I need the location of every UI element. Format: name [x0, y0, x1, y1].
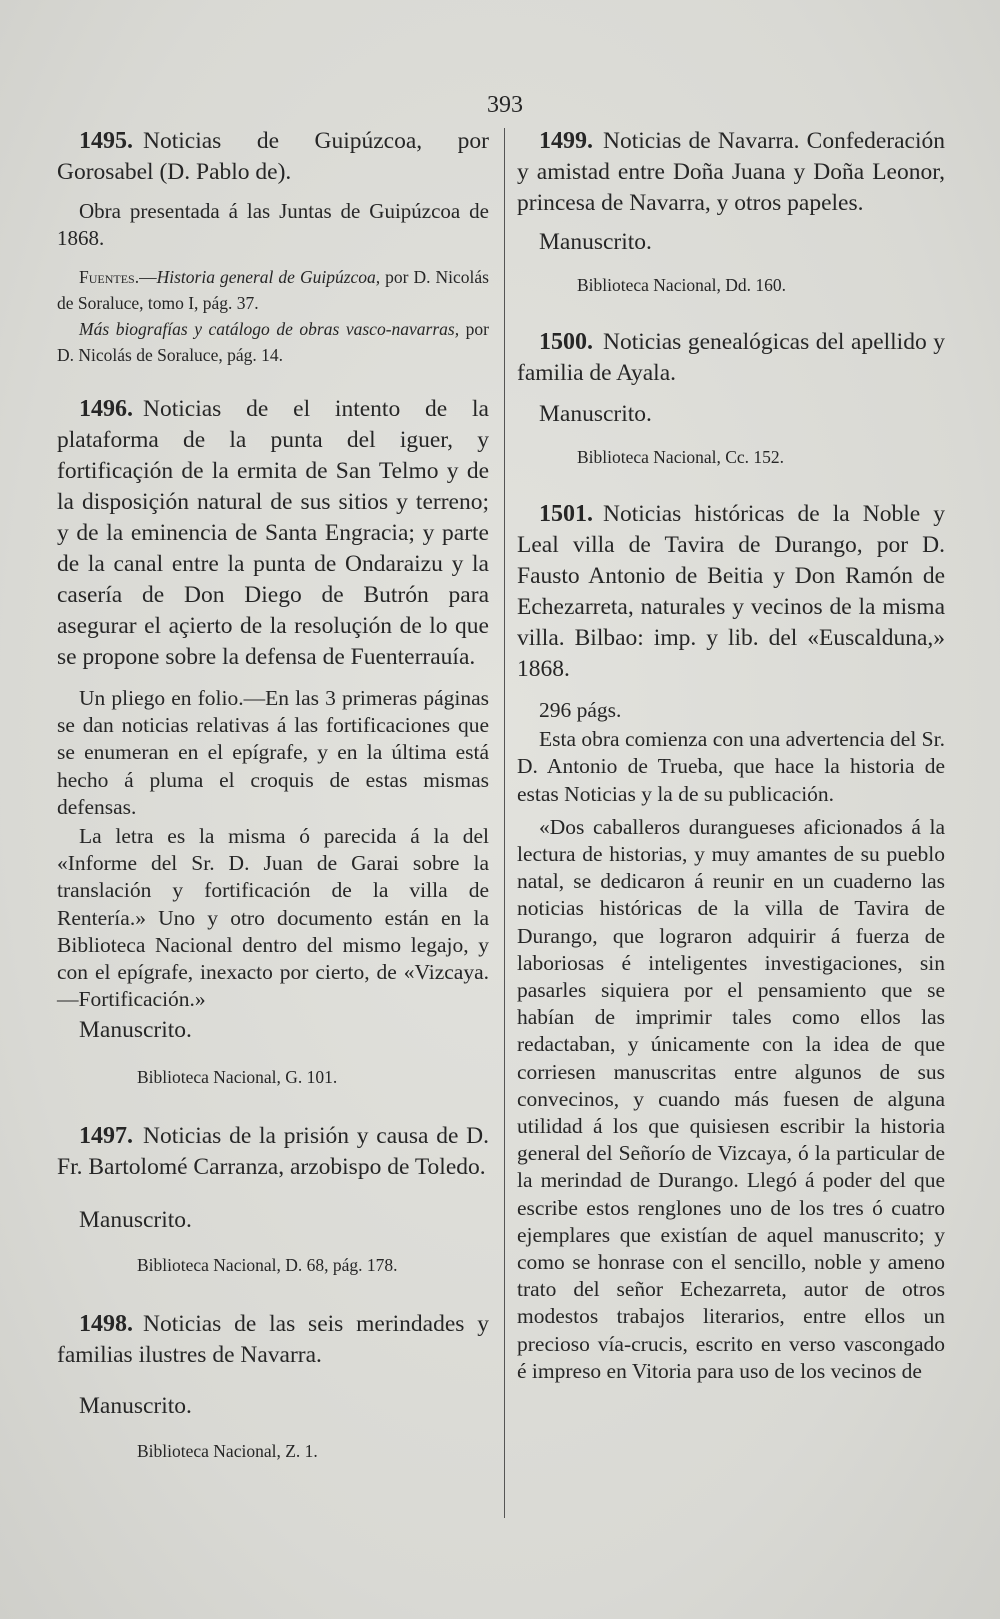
entry-title: Noticias históricas de la Noble y Leal villa de Tavira de Durango, por D. Fausto Antonio de Beitia y Don Ramón de Echezarreta, naturales y vecinos de la misma villa. Bilbao: imp. y lib. del «Euscalduna,» 1868. [517, 501, 945, 682]
manuscript-label: Manuscrito. [79, 1207, 192, 1234]
library-reference: Biblioteca Nacional, Z. 1. [137, 1441, 318, 1462]
entry-number: 1497. [79, 1123, 133, 1150]
entry-title: Noticias de el intento de la plataforma de la punta del iguer, y fortificaçión de la ermita de San Telmo y de la disposiçión natural de sus sitios y terreno; y de la eminencia de Santa Engracia; y parte de la canal entre la punta de Ondaraizu y la casería de Don Diego de Butrón para asegurar el açierto de la resoluçión de lo que se propone sobre la defensa de Fuenterrauía. [57, 396, 489, 670]
entry-heading [57, 126, 489, 188]
entry-paragraph: La letra es la misma ó parecida á la del «Informe del Sr. D. Juan de Garai sobre la translación y fortificación de la villa de Rentería.» Uno y otro documento están en la Biblioteca Nacional dentro del mismo legajo, y con el epígrafe, inexacto por cierto, de «Vizcaya.—Fortificación.» [57, 824, 489, 1012]
entry-heading [57, 394, 489, 673]
manuscript-label: Manuscrito. [539, 229, 652, 255]
source-detail: por D. Nicolás de Soraluce, tomo I, pág. 37. [57, 267, 489, 313]
entry-1501 [517, 499, 945, 1385]
library-reference: Biblioteca Nacional, Cc. 152. [577, 447, 785, 467]
entry-title: Noticias de Navarra. Confederación y amistad entre Doña Juana y Doña Leonor, princesa de Navarra, y otros papeles. [517, 128, 945, 216]
entry-heading [517, 126, 945, 219]
manuscript-label: Manuscrito. [79, 1393, 192, 1420]
library-reference: Biblioteca Nacional, Dd. 160. [577, 275, 786, 295]
entry-note: Obra presentada á las Juntas de Guipúzcoa de 1868. [57, 199, 489, 250]
entry-number: 1498. [79, 1311, 133, 1338]
sources: Fuentes.—Historia general de Guipúzcoa, por D. Nicolás de Soraluce, tomo I, pág. 37. Más biografías y catálogo de obras vasco-navarras, por D. Nicolás de Soraluce, pág. 14. [57, 267, 489, 365]
entry-1495 [57, 126, 489, 368]
entry-title: Noticias de la prisión y causa de D. Fr. Bartolomé Carranza, arzobispo de Toledo. [57, 1123, 489, 1181]
page-count: 296 págs. [539, 698, 622, 722]
manuscript-label: Manuscrito. [79, 1017, 192, 1044]
entry-paragraph: Esta obra comienza con una advertencia del Sr. D. Antonio de Trueba, que hace la historia de estas Noticias y la de su publicación. [517, 727, 945, 806]
entry-title: Noticias genealógicas del apellido y familia de Ayala. [517, 329, 945, 386]
source-title: Historia general de Guipúzcoa, [156, 267, 381, 287]
entry-1497 [57, 1121, 489, 1281]
entry-number: 1501. [539, 501, 593, 527]
entry-number: 1496. [79, 396, 133, 422]
entry-number: 1499. [539, 128, 593, 154]
entry-paragraph: «Dos caballeros durangueses aficionados á la lectura de historias, y muy amantes de su pueblo natal, se dedicaron á reunir en un cuaderno las noticias históricas de la villa de Tavira de Durango, que lograron adquirir á fuerza de laboriosas é inteligentes investigaciones, sin pasarles siquiera por el pensamiento que se habían de imprimir tales como ellos las redactaban, y únicamente con la idea de que corriesen manuscritas entre algunos de sus convecinos, y cuando más fuesen de alguna utilidad á los que quisiesen escribir la historia general del Señorío de Vizcaya, ó la particular de la merindad de Durango. Llegó á poder del que escribe estos renglones uno de los tres ó cuatro ejemplares que existían de aquel manuscrito; y como se honrase con el sencillo, noble y ameno trato del señor Echezarreta, autor de otros modestos trabajos literarios, entre ellos un precioso vía-crucis, escrito en verso vascongado é impreso en Vitoria para uso de los vecinos de [517, 814, 945, 1383]
page-number: 393 [487, 92, 523, 118]
library-reference: Biblioteca Nacional, D. 68, pág. 178. [137, 1255, 398, 1276]
right-column [517, 126, 945, 1403]
entry-1496 [57, 394, 489, 1093]
sources-label: Fuentes. [79, 267, 140, 287]
entry-title: Noticias de las seis merindades y familias ilustres de Navarra. [57, 1311, 489, 1369]
source-title: Más biografías y catálogo de obras vasco-navarras, [79, 319, 460, 339]
entry-1500 [517, 327, 945, 473]
entry-heading [517, 499, 945, 685]
entry-heading [57, 1121, 489, 1183]
entry-1498 [57, 1309, 489, 1467]
entry-1499 [517, 126, 945, 301]
column-divider [504, 128, 505, 1518]
entry-title: Noticias de Guipúzcoa, por Gorosabel (D. Pablo de). [57, 128, 489, 185]
manuscript-label: Manuscrito. [539, 401, 652, 427]
entry-number: 1495. [79, 128, 133, 154]
left-column [57, 126, 489, 1485]
library-reference: Biblioteca Nacional, G. 101. [137, 1067, 338, 1088]
entry-paragraph: Un pliego en folio.—En las 3 primeras páginas se dan noticias relativas á las fortificaciones que se enumeran en el epígrafe, y en la última está hecho á pluma el croquis de estas mismas defensas. [57, 686, 489, 819]
entry-number: 1500. [539, 329, 593, 355]
entry-heading [57, 1309, 489, 1371]
entry-heading [517, 327, 945, 389]
source-detail: por D. Nicolás de Soraluce, pág. 14. [57, 319, 489, 365]
